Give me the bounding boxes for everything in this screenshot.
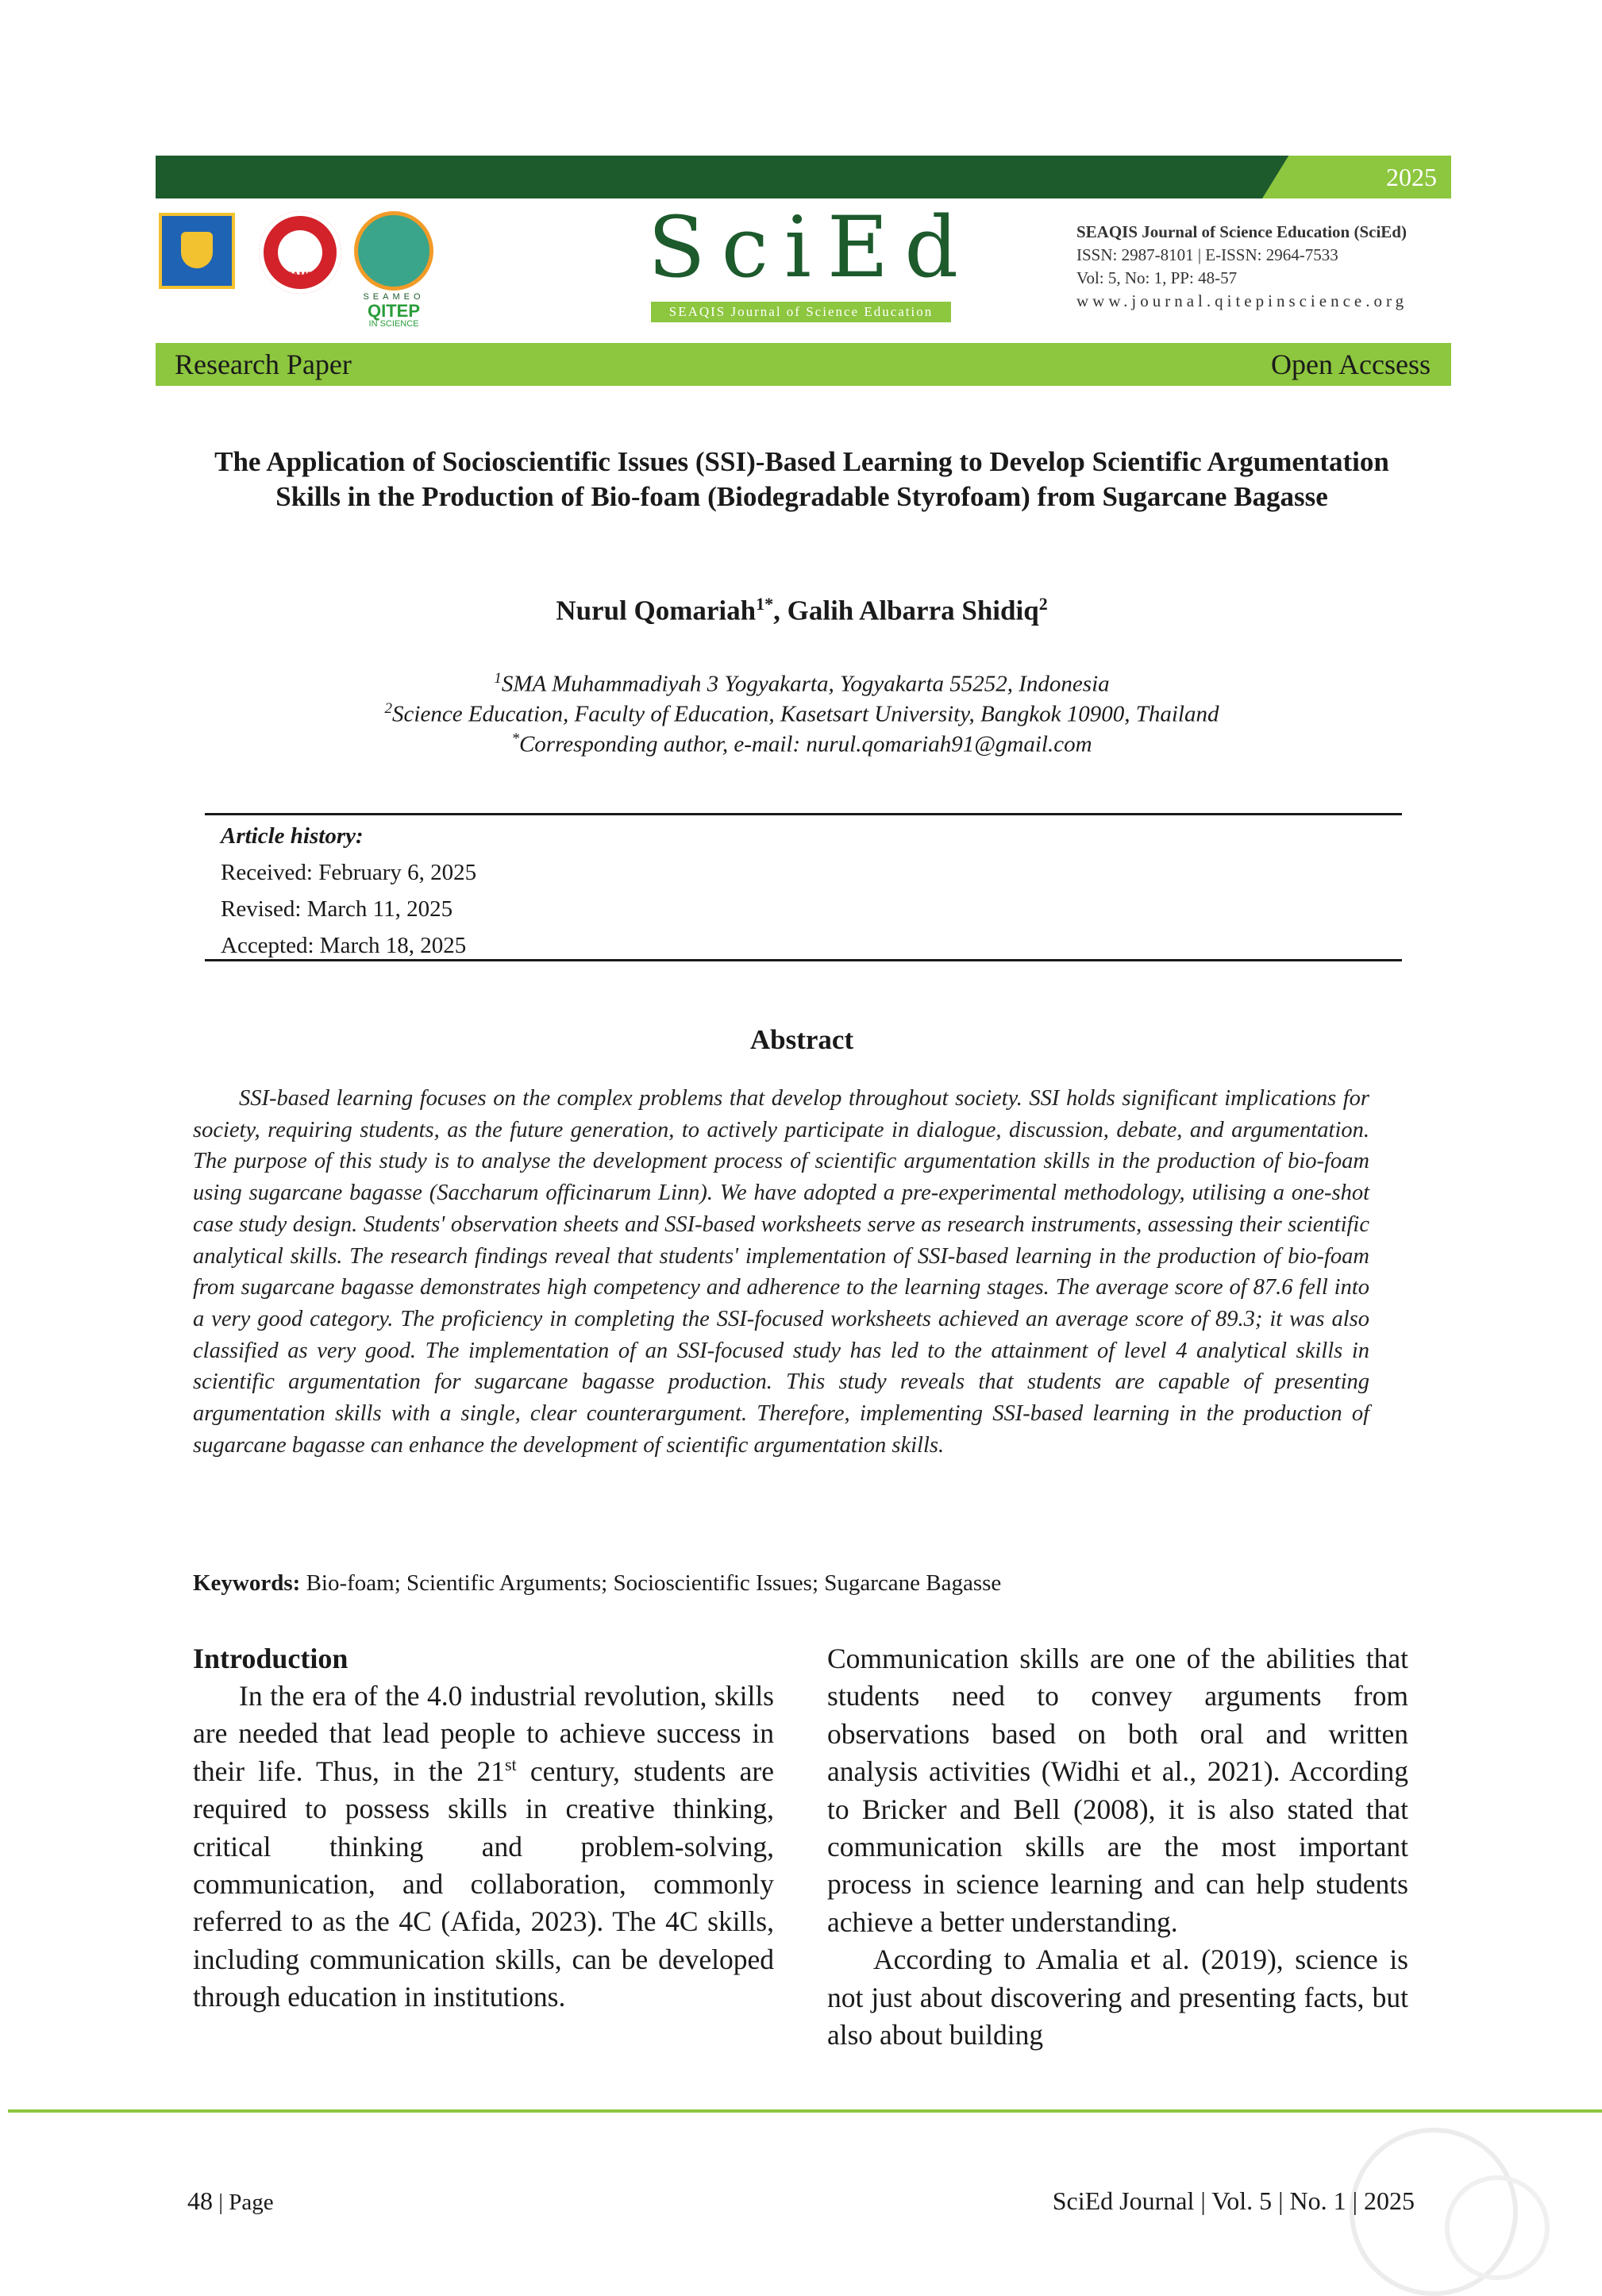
journal-name: SEAQIS Journal of Science Education (SciEd) xyxy=(1076,222,1407,241)
journal-url[interactable]: www.journal.qitepinscience.org xyxy=(1076,291,1408,310)
header-year: 2025 xyxy=(1386,163,1437,191)
qitep-logo-icon xyxy=(354,211,433,291)
scied-logo: SciEd xyxy=(648,198,975,296)
author-name: Nurul Qomariah xyxy=(556,595,757,626)
journal-volume: Vol: 5, No: 1, PP: 48-57 xyxy=(1076,268,1238,287)
page-number xyxy=(187,2186,274,2216)
affil-text: SMA Muhammadiyah 3 Yogyakarta, Yogyakarta 55252, Indonesia xyxy=(501,671,1110,697)
footer-rule xyxy=(8,2109,1602,2113)
body-text: century, students are required to possess skills in creative thinking, critical thinking and problem-solving, communication, and collaboration, commonly referred to as the 4C (Afida, 2023). The 4C skills, including communication skills, can be developed through education in institutions. xyxy=(193,1755,775,2013)
article-title: The Application of Socioscientific Issues (SSI)-Based Learning to Develop Scientific Argumentation Skills in the Production of Bio-foam (Biodegradable Styrofoam) from Sugarcane Bagasse xyxy=(214,446,1389,512)
affil-text: Science Education, Faculty of Education, Kasetsart University, Bangkok 10900, Thailand xyxy=(392,701,1219,727)
journal-info xyxy=(1076,221,1458,313)
header-top-bar xyxy=(156,156,1451,198)
author-affil-mark: 2 xyxy=(1038,594,1048,614)
affil-mark: 1 xyxy=(494,670,502,687)
journal-issn: ISSN: 2987-8101 | E-ISSN: 2964-7533 xyxy=(1076,245,1338,264)
author-affil-mark: 1* xyxy=(756,594,774,614)
scied-logo-band: SEAQIS Journal of Science Education xyxy=(651,302,951,322)
keywords-text: Bio-foam; Scientific Arguments; Socioscientific Issues; Sugarcane Bagasse xyxy=(300,1570,1002,1596)
keywords-label: Keywords: xyxy=(193,1570,301,1596)
body-paragraph: Communication skills are one of the abilities that students need to convey arguments from observations based on both oral and written analysis activities (Widhi et al., 2021). According to Bricker and Bell (2008), it is also stated that communication skills are the most important process in science learning and can help students achieve a better understanding. xyxy=(827,1643,1408,1938)
affil-mark: * xyxy=(511,730,519,747)
history-accepted: Accepted: March 18, 2025 xyxy=(221,933,467,958)
author-separator: , xyxy=(773,595,788,626)
author-name: Galih Albarra Shidiq xyxy=(787,595,1039,626)
article-history xyxy=(221,818,476,964)
ministry-logo-emblem-icon xyxy=(181,232,213,268)
qitep-logo-main: QITEP xyxy=(367,301,420,321)
footer-journal: SciEd Journal | Vol. 5 | No. 1 | 2025 xyxy=(1052,2186,1415,2215)
affil-mark: 2 xyxy=(384,700,393,717)
paper-type: Research Paper xyxy=(175,349,352,380)
access-label: Open Accsess xyxy=(1271,349,1431,380)
qitep-logo-sub: IN SCIENCE xyxy=(368,319,419,329)
body-text: In the era of the 4.0 industrial revolution, skills are needed that lead people to achieve success in their life. Thus, in the 21 xyxy=(193,1680,774,1787)
history-top-rule xyxy=(205,813,1402,815)
history-bottom-rule xyxy=(205,959,1402,961)
body-paragraph: According to Amalia et al. (2019), science is not just about discovering and presenting facts, but also about building xyxy=(827,1944,1408,2051)
corresponding-email: Corresponding author, e-mail: nurul.qomariah91@gmail.com xyxy=(518,731,1092,757)
abstract-text: SSI-based learning focuses on the complex problems that develop throughout society. SSI holds significant implications for society, requiring students, as the future generation, to actively participate in dialogue, discussion, debate, and argumentation. The purpose of this study is to analyse the development process of scientific argumentation skills in the production of bio-foam using sugarcane bagasse (Saccharum officinarum Linn). We have adopted a pre-experimental methodology, utilising a one-shot case study design. Students' observation sheets and SSI-based worksheets serve as research instruments, assessing their scientific analytical skills. The research findings reveal that students' implementation of SSI-based learning in the production of bio-foam from sugarcane bagasse demonstrates high competency and adherence to the learning stages. The average score of 87.6 fell into a very good category. The proficiency in completing the SSI-focused worksheets achieved an average score of 89.3; it was also classified as very good. The implementation of an SSI-focused study has led to the attainment of level 4 analytical skills in scientific argumentation for sugarcane bagasse production. This study reveals that students are capable of presenting argumentation skills with a single, clear counterargument. Therefore, implementing SSI-based learning in the production of sugarcane bagasse can enhance the development of scientific argumentation skills. xyxy=(193,1086,1369,1458)
decorative-circle-icon xyxy=(1445,2175,1550,2280)
history-revised: Revised: March 11, 2025 xyxy=(221,896,453,922)
seameo-logo-label: SEAMEO xyxy=(279,270,321,281)
history-heading: Article history: xyxy=(221,823,364,849)
body-column-right xyxy=(827,1640,1408,2054)
section-heading: Introduction xyxy=(193,1643,349,1674)
page-number-value: 48 xyxy=(187,2186,213,2215)
author-list xyxy=(191,594,1413,627)
history-received: Received: February 6, 2025 xyxy=(221,860,477,885)
corresponding-author xyxy=(191,724,1413,760)
seameo-logo-center-icon xyxy=(278,230,322,275)
keywords xyxy=(193,1570,1384,1597)
body-column-left xyxy=(193,1640,774,2017)
body-paragraph xyxy=(193,1678,774,2017)
qitep-logo-top: SEAMEO xyxy=(363,292,425,302)
abstract-heading: Abstract xyxy=(749,1024,854,1055)
page-label: | Page xyxy=(213,2190,274,2215)
ordinal-suffix: st xyxy=(504,1754,517,1774)
